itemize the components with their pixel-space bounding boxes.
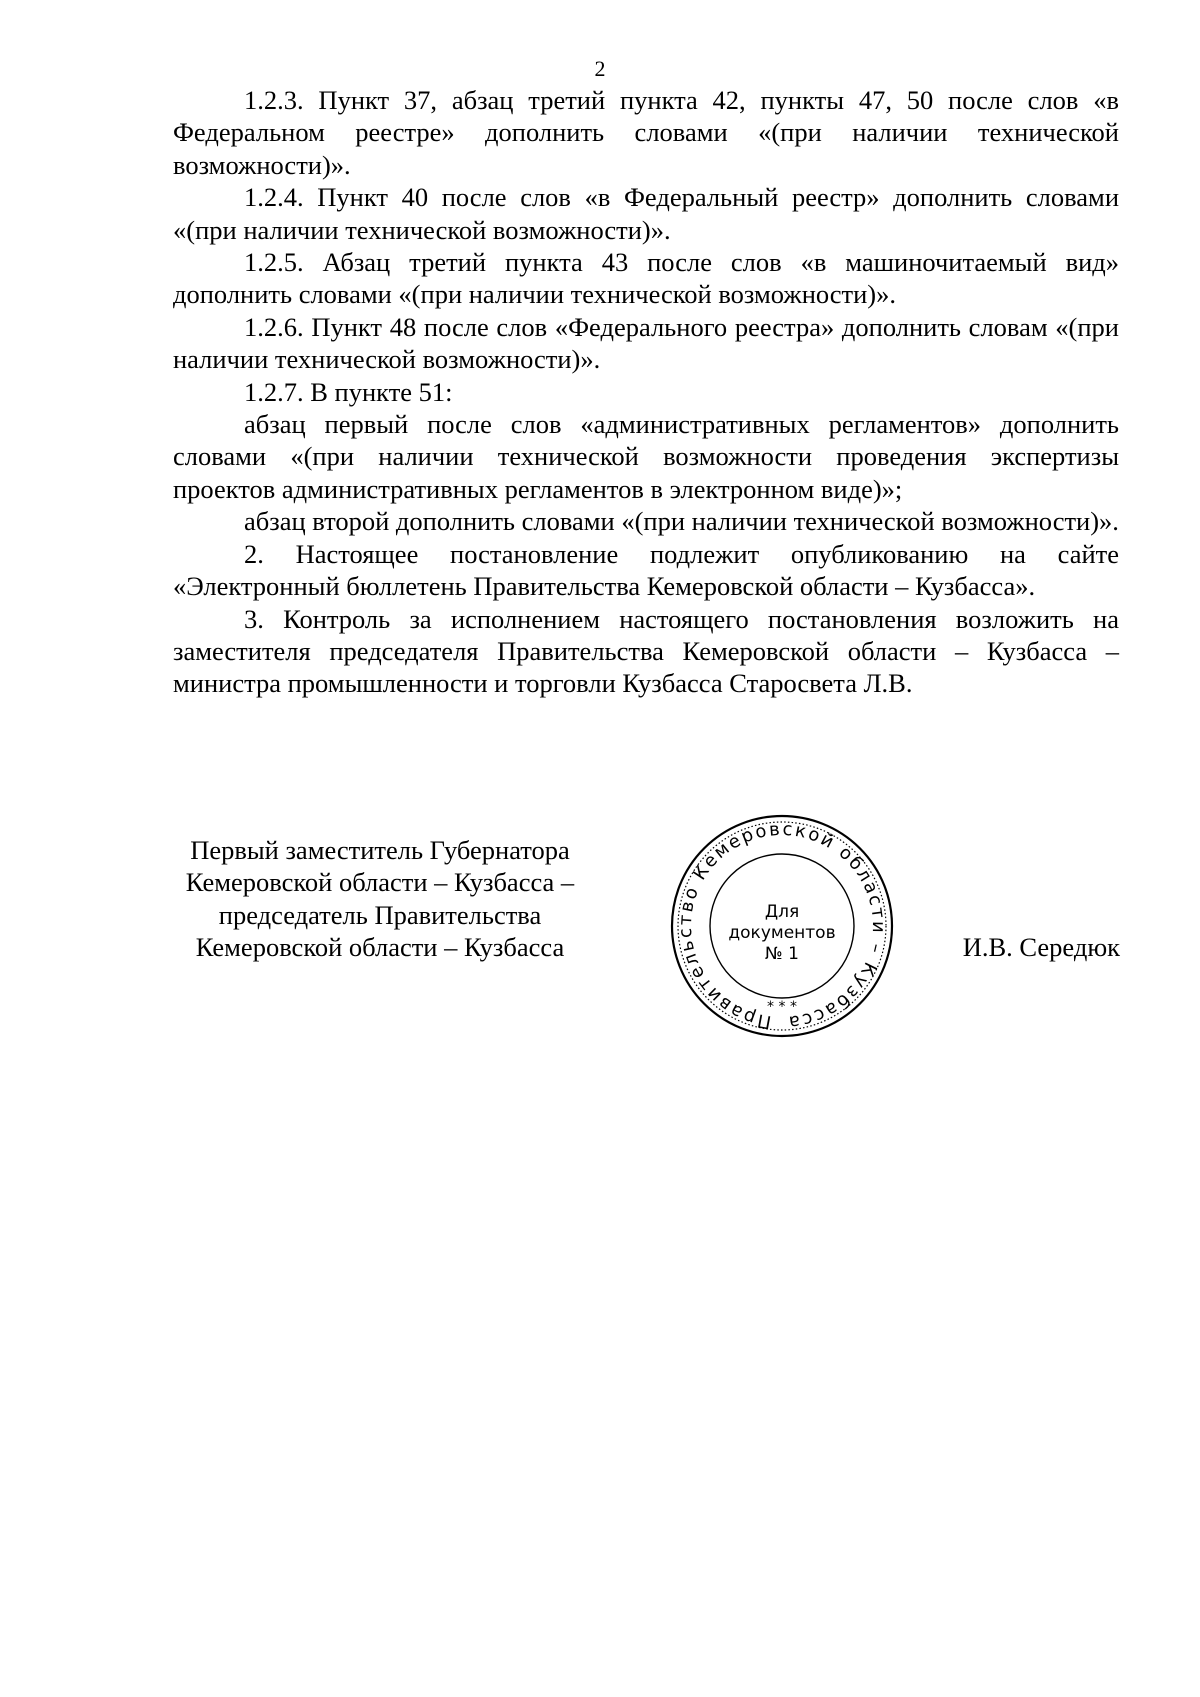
signatory-title-line: Первый заместитель Губернатора (190, 835, 570, 865)
paragraph-1-2-7-first: абзац первый после слов «административных регламентов» дополнить словами «(при наличии технической возможности проведения экспертизы проектов административных регламентов в электронном виде)»; (173, 409, 1119, 504)
signatory-title-line: Кемеровской области – Кузбасса – (185, 867, 575, 898)
signatory-title-line: председатель Правительства (218, 899, 542, 930)
paragraph-1-2-7-second: абзац второй дополнить словами «(при наличии технической возможности)». (244, 506, 1119, 537)
signatory-title (160, 834, 600, 964)
paragraph-1-2-3: 1.2.3. Пункт 37, абзац третий пункта 42, пункты 47, 50 после слов «в Федеральном реестре» дополнить словами «(при наличии технической возможности)». (173, 85, 1119, 180)
page-number: 2 (594, 56, 606, 81)
paragraph-3: 3. Контроль за исполнением настоящего постановления возложить на заместителя председателя Правительства Кемеровской области – Кузбасса – министра промышленности и торговли Кузбасса Старосвета Л.В. (173, 603, 1119, 699)
official-stamp (658, 810, 906, 1040)
stamp-ring-text: Правительство Кемеровской области – Кузбасса (674, 818, 890, 1033)
stamp-center-line-3: № 1 (765, 944, 799, 964)
signatory-title-line: Кемеровской области – Кузбасса (195, 932, 565, 963)
stamp-stars: * * * (767, 999, 797, 1015)
stamp-center-line-1: Для (764, 902, 800, 922)
stamp-icon (658, 810, 906, 1040)
document-body (173, 84, 1119, 700)
signatory-name: И.В. Середюк (962, 932, 1120, 962)
stamp-center-line-2: документов (728, 923, 836, 943)
paragraph-1-2-7: 1.2.7. В пункте 51: (244, 376, 453, 407)
paragraph-1-2-4: 1.2.4. Пункт 40 после слов «в Федеральный реестр» дополнить словами «(при наличии технической возможности)». (173, 182, 1119, 245)
paragraph-1-2-5: 1.2.5. Абзац третий пункта 43 после слов «в машиночитаемый вид» дополнить словами «(при наличии технической возможности)». (173, 247, 1119, 310)
paragraph-2: 2. Настоящее постановление подлежит опубликованию на сайте «Электронный бюллетень Правительства Кемеровской области – Кузбасса». (173, 538, 1119, 602)
paragraph-1-2-6: 1.2.6. Пункт 48 после слов «Федерального реестра» дополнить словам «(при наличии технической возможности)». (173, 311, 1119, 375)
